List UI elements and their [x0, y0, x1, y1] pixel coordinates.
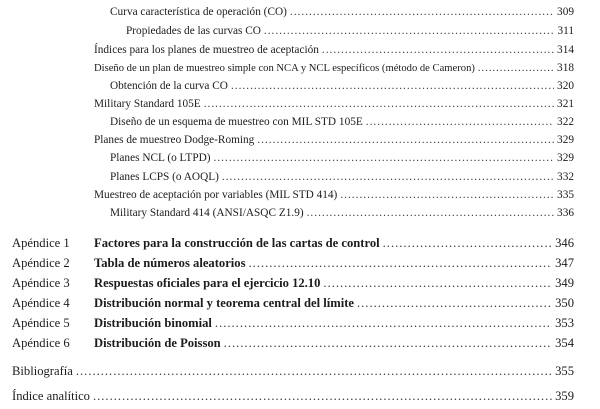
appendix-title: Distribución de Poisson	[94, 336, 221, 350]
index-entry[interactable]	[12, 389, 574, 404]
toc-entry-page: 318	[557, 62, 574, 74]
index-page: 359	[555, 389, 574, 403]
dot-leader	[307, 207, 554, 219]
dot-leader	[93, 389, 552, 404]
appendix-label: Apéndice 6	[12, 336, 70, 350]
dot-leader	[249, 256, 553, 271]
toc-entry[interactable]	[110, 152, 574, 164]
toc-entry[interactable]	[94, 134, 574, 146]
appendix-entry[interactable]	[12, 296, 574, 311]
toc-entry-page: 321	[557, 98, 574, 110]
appendix-entry[interactable]	[12, 256, 574, 271]
toc-entry[interactable]	[110, 207, 574, 219]
appendix-title: Distribución normal y teorema central del límite	[94, 296, 354, 310]
appendix-entry[interactable]	[12, 236, 574, 251]
appendix-label: Apéndice 1	[12, 236, 70, 250]
dot-leader	[366, 116, 554, 128]
toc-entry-title: Military Standard 414 (ANSI/ASQC Z1.9)	[110, 207, 304, 219]
toc-entry-title: Propiedades de las curvas CO	[126, 25, 261, 37]
appendix-label: Apéndice 2	[12, 256, 70, 270]
dot-leader	[222, 171, 554, 183]
appendix-page: 346	[555, 236, 574, 250]
appendix-entry[interactable]	[12, 336, 574, 351]
dot-leader	[257, 134, 554, 146]
toc-entry-page: 320	[557, 80, 574, 92]
appendix-entry[interactable]	[12, 316, 574, 331]
appendix-page: 350	[555, 296, 574, 310]
index-title: Índice analítico	[12, 389, 90, 403]
toc-entry-title: Planes NCL (o LTPD)	[110, 152, 211, 164]
toc-entry-title: Diseño de un plan de muestreo simple con NCA y NCL específicos (método de Cameron)	[94, 63, 475, 74]
appendix-title: Respuestas oficiales para el ejercicio 12.10	[94, 276, 321, 290]
toc-entry[interactable]	[126, 25, 574, 37]
dot-leader	[383, 236, 552, 251]
toc-entry-page: 309	[557, 6, 574, 18]
toc-entry[interactable]	[110, 80, 574, 92]
toc-entry[interactable]	[94, 44, 574, 56]
dot-leader	[215, 316, 552, 331]
appendix-page: 349	[555, 276, 574, 290]
toc-entry-page: 336	[557, 207, 574, 219]
toc-entry[interactable]	[110, 116, 574, 128]
bibliography-title: Bibliografía	[12, 364, 73, 378]
toc-entry-page: 332	[557, 171, 574, 183]
appendix-page: 347	[555, 256, 574, 270]
appendix-title: Distribución binomial	[94, 316, 212, 330]
dot-leader	[204, 98, 554, 110]
bibliography-page: 355	[555, 364, 574, 378]
toc-entry-page: 314	[557, 44, 574, 56]
dot-leader	[322, 44, 554, 56]
toc-entry-title: Curva característica de operación (CO)	[110, 6, 287, 18]
appendix-title: Factores para la construcción de las cartas de control	[94, 236, 380, 250]
dot-leader	[323, 276, 552, 291]
appendix-label: Apéndice 4	[12, 296, 70, 310]
appendix-label: Apéndice 3	[12, 276, 70, 290]
toc-entry-page: 322	[557, 116, 574, 128]
appendix-entry[interactable]	[12, 276, 574, 291]
toc-entry[interactable]	[110, 6, 574, 18]
dot-leader	[76, 364, 552, 379]
toc-entry-page: 335	[557, 189, 574, 201]
bibliography-entry[interactable]	[12, 364, 574, 379]
toc-entry[interactable]	[110, 171, 574, 183]
toc-entry-title: Diseño de un esquema de muestreo con MIL STD 105E	[110, 116, 363, 128]
appendix-page: 353	[555, 316, 574, 330]
toc-entry-title: Planes de muestreo Dodge-Roming	[94, 134, 255, 146]
toc-entry-title: Índices para los planes de muestreo de aceptación	[94, 44, 319, 56]
toc-entry-title: Planes LCPS (o AOQL)	[110, 171, 219, 183]
toc-entry-page: 329	[557, 134, 574, 146]
toc-entry-page: 329	[557, 152, 574, 164]
dot-leader	[264, 25, 555, 37]
appendix-label: Apéndice 5	[12, 316, 70, 330]
toc-entry-title: Muestreo de aceptación por variables (MIL STD 414)	[94, 189, 338, 201]
toc-entry[interactable]	[94, 98, 574, 110]
appendix-page: 354	[555, 336, 574, 350]
toc-entry-title: Obtención de la curva CO	[110, 80, 228, 92]
dot-leader	[214, 152, 555, 164]
dot-leader	[357, 296, 552, 311]
toc-entry-page: 311	[557, 25, 574, 37]
toc-entry-title: Military Standard 105E	[94, 98, 201, 110]
dot-leader	[290, 6, 554, 18]
dot-leader	[231, 80, 554, 92]
dot-leader	[224, 336, 552, 351]
toc-entry[interactable]	[94, 62, 574, 74]
dot-leader	[478, 63, 554, 74]
appendix-title: Tabla de números aleatorios	[94, 256, 246, 270]
dot-leader	[340, 189, 554, 201]
toc-entry[interactable]	[94, 189, 574, 201]
